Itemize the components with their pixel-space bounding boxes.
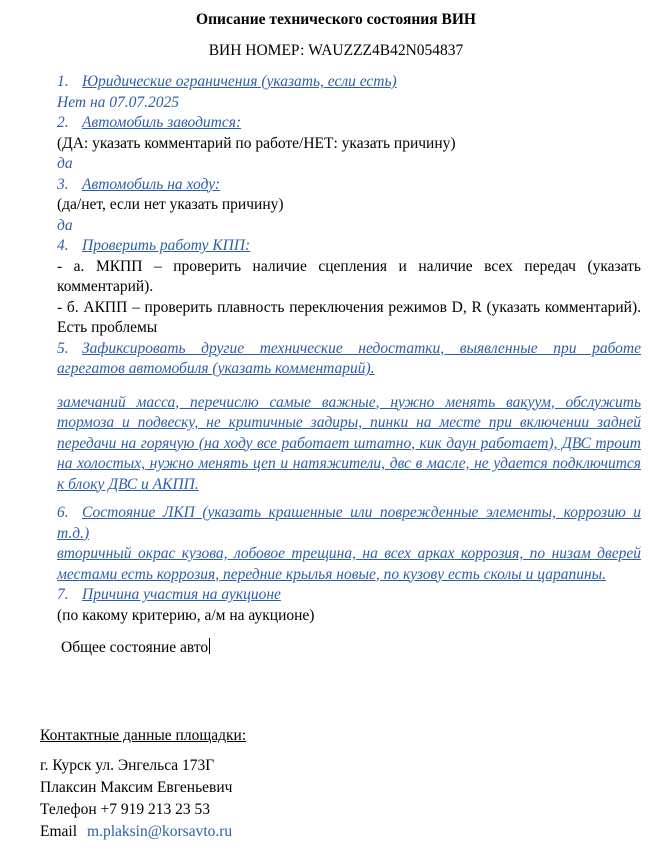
contacts-phone: Телефон +7 919 213 23 53 [40,801,211,818]
text-cursor [209,638,210,654]
contacts-person: Плаксин Максим Евгеньевич [40,779,233,796]
contacts-heading: Контактные данные площадки: [40,727,247,744]
item-2-heading [57,113,641,134]
item-7-heading [57,585,641,606]
vin-number-line: ВИН НОМЕР: WAUZZZ4B42N054837 [208,42,464,59]
item-heading-text: Причина участия на аукционе [82,586,281,603]
spacer [57,626,641,638]
item-number: 2. [57,114,69,131]
contacts-address: г. Курск ул. Энгельса 173Г [40,757,215,774]
item-5-answer[interactable]: замечаний масса, перечислю самые важные, нужно менять вакуум, обслужить тормоза и подвеску, не критичные задиры, пинки на месте при включении задней передачи на горячую (на ходу все работает штатно, кик даун работает), ДВС троит на холостых, нужно менять цеп и натяжители, двс в масле, не удается подключится к блоку ДВС и АКПП. [57,393,641,493]
contacts-block [40,725,246,843]
item-heading-text: Юридические ограничения (указать, если есть) [82,73,397,90]
item-1-heading [57,72,641,93]
item-number: 1. [57,73,69,90]
item-7-hint: (по какому критерию, а/м на аукционе) [57,606,315,624]
item-3-answer[interactable]: да [57,216,73,234]
item-heading-text: Проверить работу КПП: [82,237,251,254]
item-6-heading [57,503,641,544]
spacer [57,380,641,393]
email-link[interactable]: m.plaksin@korsavto.ru [87,823,233,840]
item-number: 6. [57,504,69,521]
spacer [57,495,641,503]
item-number: 5. [57,339,69,357]
document-title: Описание технического состояния ВИН [196,11,476,28]
item-heading-text: Автомобиль заводится: [82,114,242,131]
checklist [57,72,641,659]
item-4-line-b[interactable]: - б. АКПП – проверить плавность переключения режимов D, R (указать комментарий). Есть проблемы [57,298,641,336]
item-heading-text: Зафиксировать другие технические недостатки, выявленные при работе агрегатов автомобиля (указать комментарий). [57,339,641,377]
email-label: Email [40,823,78,840]
item-heading-text: Состояние ЛКП (указать крашенные или поврежденные элементы, коррозию и т.д.) [57,504,641,542]
item-3-hint: (да/нет, если нет указать причину) [57,196,284,213]
item-1-answer[interactable]: Нет на 07.07.2025 [57,93,180,111]
item-number: 4. [57,237,69,254]
item-heading-text: Автомобиль на ходу: [82,175,221,193]
item-2-answer[interactable]: да [57,155,73,172]
contacts-email-row [40,821,246,843]
item-number: 3. [57,175,69,193]
general-state-line[interactable] [57,638,641,659]
general-state-text: Общее состояние авто [61,639,209,656]
item-6-answer[interactable]: вторичный окрас кузова, лобовое трещина, на всех арках коррозия, по низам дверей местами есть коррозия, передние крылья новые, по кузову есть сколы и царапины. [57,545,641,583]
item-4-line-a: - а. МКПП – проверить наличие сцепления и наличие всех передач (указать комментарий). [57,257,641,295]
item-5-heading [57,339,641,380]
item-number: 7. [57,586,69,603]
spacer [40,747,246,755]
item-3-heading [57,175,641,196]
item-4-heading [57,236,641,257]
item-2-hint: (ДА: указать комментарий по работе/НЕТ: указать причину) [57,134,456,152]
